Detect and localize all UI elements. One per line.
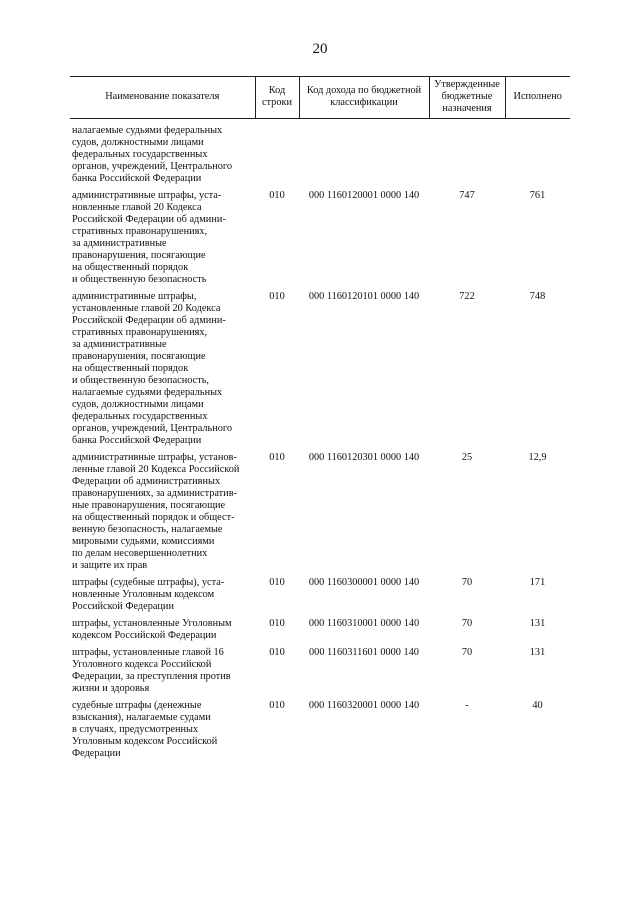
table-row bbox=[70, 700, 570, 765]
row-approved-value: 70 bbox=[461, 577, 473, 588]
page-number: 20 bbox=[312, 41, 328, 57]
row-approved-value: 722 bbox=[459, 291, 475, 302]
budget-execution-table bbox=[70, 76, 570, 765]
row-income-code: 000 1160120101 0000 140 bbox=[308, 291, 420, 302]
row-line-code: 010 bbox=[269, 647, 285, 658]
header-approved-budget: Утвержденные бюджетные назначения bbox=[429, 77, 505, 119]
header-income-code: Код дохода по бюджетной классификации bbox=[299, 77, 429, 119]
row-indicator-name: судебные штрафы (денежные взыскания), налагаемые судами в случаях, предусмотренных Уголовным кодексом Российской Федерации bbox=[72, 700, 218, 759]
table-row bbox=[70, 190, 570, 291]
row-line-code: 010 bbox=[269, 190, 285, 201]
row-indicator-name: штрафы, установленные главой 16 Уголовного кодекса Российской Федерации, за преступления против жизни и здоровья bbox=[72, 647, 231, 694]
header-executed: Исполнено bbox=[505, 77, 570, 119]
row-approved-value: 70 bbox=[461, 618, 473, 629]
row-income-code bbox=[299, 125, 429, 190]
row-executed-value: 131 bbox=[529, 647, 546, 658]
row-indicator-name: административные штрафы, уста- новленные главой 20 Кодекса Российской Федерации об админи- стративных правонарушениях, за административные правонарушения, посягающие на общественный порядок и общественную безопасность bbox=[72, 190, 226, 285]
row-income-code: 000 1160300001 0000 140 bbox=[308, 577, 420, 588]
row-line-code: 010 bbox=[269, 452, 285, 463]
row-line-code: 010 bbox=[269, 291, 285, 302]
table-row bbox=[70, 291, 570, 452]
row-income-code: 000 1160311601 0000 140 bbox=[309, 647, 419, 658]
table-row bbox=[70, 125, 570, 190]
row-line-code: 010 bbox=[269, 700, 285, 711]
row-income-code: 000 1160120001 0000 140 bbox=[308, 190, 420, 201]
row-indicator-name: административные штрафы, установленные главой 20 Кодекса Российской Федерации об админи- стративных правонарушениях, за административные правонарушения, посягающие на общественный порядок и общественную безопасность, налагаемые судьями федеральных судов, должностными лицами федеральных государственных органов, учреждений, Центрального банка Российской Федерации bbox=[72, 291, 232, 446]
table-row bbox=[70, 452, 570, 577]
row-indicator-name: штрафы, установленные Уголовным кодексом Российской Федерации bbox=[72, 618, 232, 641]
row-executed-value: 748 bbox=[529, 291, 546, 302]
row-indicator-name: административные штрафы, установ- ленные главой 20 Кодекса Российской Федерации об административных правонарушениях, за административ- ные правонарушения, посягающие на общественный порядок и общест- венную безопасность, налагаемые мировыми судьями, комиссиями по делам несовершеннолетних и защите их прав bbox=[72, 452, 240, 571]
row-approved-value: 25 bbox=[461, 452, 473, 463]
row-executed-value: 12,9 bbox=[528, 452, 547, 463]
row-executed-value: 761 bbox=[529, 190, 546, 201]
row-income-code: 000 1160310001 0000 140 bbox=[308, 618, 420, 629]
row-line-code: 010 bbox=[269, 577, 285, 588]
row-indicator-name: налагаемые судьями федеральных судов, должностными лицами федеральных государственных органов, учреждений, Центрального банка Российской Федерации bbox=[72, 125, 232, 184]
row-approved-value bbox=[429, 125, 505, 190]
row-executed-value: 40 bbox=[532, 700, 543, 711]
row-approved-value: 747 bbox=[459, 190, 475, 201]
row-income-code: 000 1160120301 0000 140 bbox=[308, 452, 420, 463]
row-executed-value bbox=[505, 125, 570, 190]
row-executed-value: 131 bbox=[529, 618, 546, 629]
row-line-code: 010 bbox=[269, 618, 285, 629]
table-header-row bbox=[70, 77, 570, 119]
row-line-code bbox=[255, 125, 299, 190]
row-executed-value: 171 bbox=[529, 577, 546, 588]
row-approved-value: - bbox=[465, 700, 469, 711]
table-row bbox=[70, 618, 570, 647]
table-row bbox=[70, 647, 570, 700]
header-indicator-name: Наименование показателя bbox=[70, 77, 255, 119]
row-indicator-name: штрафы (судебные штрафы), уста- новленные Уголовным кодексом Российской Федерации bbox=[72, 577, 225, 612]
row-income-code: 000 1160320001 0000 140 bbox=[308, 700, 420, 711]
header-line-code: Код строки bbox=[255, 77, 299, 119]
table-row bbox=[70, 577, 570, 618]
row-approved-value: 70 bbox=[461, 647, 473, 658]
